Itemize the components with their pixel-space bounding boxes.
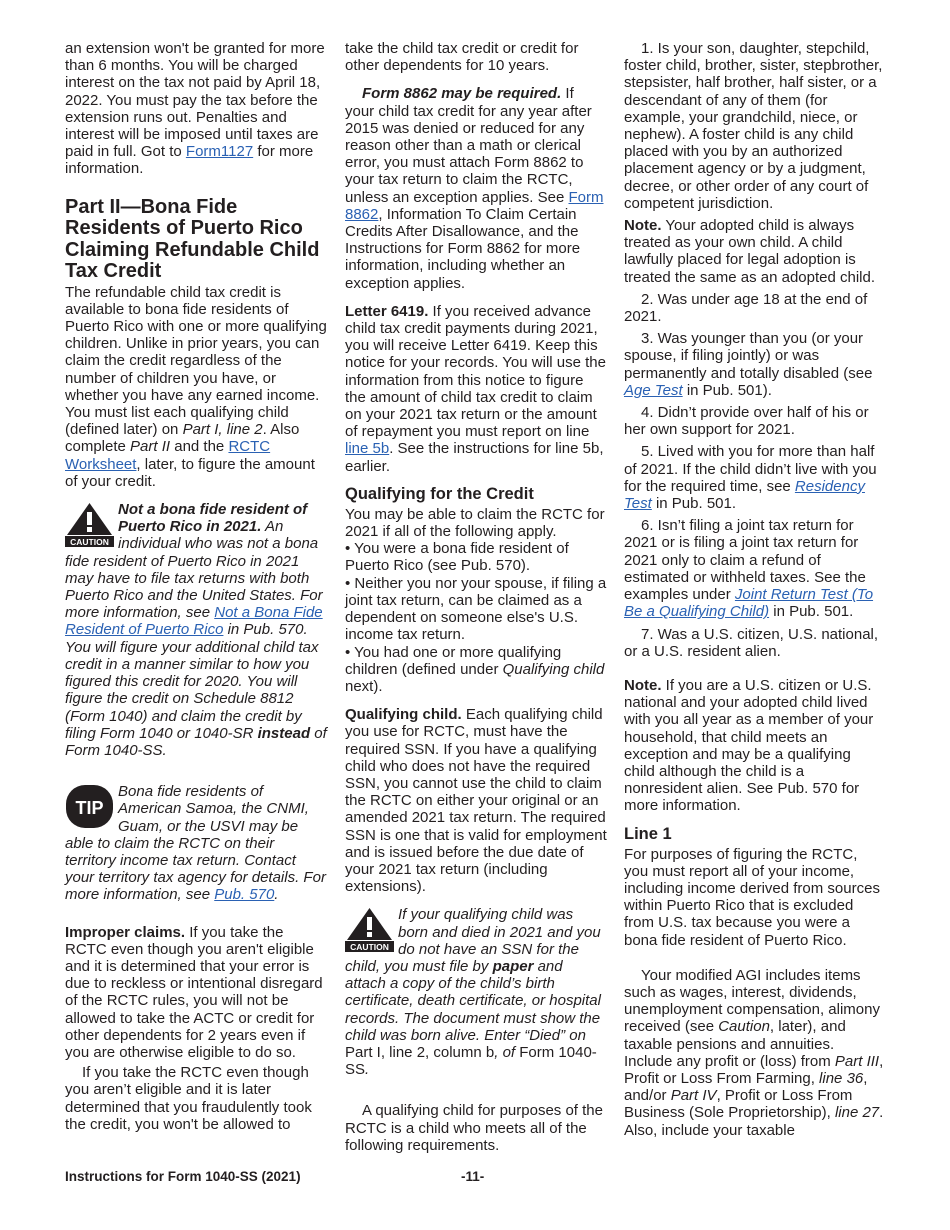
- qualifying-intro: You may be able to claim the RCTC for 2021 if all of the following apply.: [345, 505, 605, 541]
- requirement-1: 1. Is your son, daughter, stepchild, foster child, brother, sister, stepbrother, stepsister, half brother, half sister, or a descendant of any of them (for example, your grandchild, niece, or nephew). A foster child is any child placed with you by an authorized placement agency or by a judgment, decree, or other order of any court of competent jurisdiction.: [624, 40, 883, 212]
- caution-note-nonresident: CAUTION Not a bona fide resident of Puerto Rico in 2021. An individual who was not a bona fide resident of Puerto Rico in 2021 may have to file tax returns with both Puerto Rico and the United States. For more information, see Not a Bona Fide Resident of Puerto Rico in Pub. 570. You will figure your additional child tax credit in a manner similar to how you figured this credit for 2020. You will figure the credit on Schedule 8812 (Form 1040) and claim the credit by filing Form 1040 or 1040-SR instead of Form 1040-SS.: [65, 501, 327, 759]
- tip-note-territories: TIP Bona fide residents of American Samoa, the CNMI, Guam, or the USVI may be able to claim the RCTC on their territory income tax return. Contact your territory tax agency for details. For more information, see Pub. 570.: [65, 783, 326, 904]
- adopted-note: Note. Your adopted child is always treated as your own child. A child lawfully placed for legal adoption is treated the same as an adopted child.: [624, 217, 876, 286]
- residency-test-link[interactable]: Residency Test: [624, 477, 865, 513]
- form8862-paragraph: Form 8862 may be required. If your child tax credit for any year after 2015 was denied or reduced for any reason other than a math or clerical error, you must attach Form 8862 to your tax return to claim the RCTC, unless an exception applies. See Form 8862, Information To Claim Certain Credits After Disallowance, and the Instructions for Form 8862 for more information, including whether an exception applies.: [345, 85, 604, 292]
- modified-agi-paragraph: Your modified AGI includes items such as wages, interest, dividends, unemployment compensation, alimony received (see Caution, later), and taxable pensions and annuities. Include any profit or (loss) from Part III, Profit or Loss From Farming, line 36, and/or Part IV, Profit or Loss From Business (Sole Proprietorship), line 27. Also, include your taxable: [624, 966, 884, 1139]
- column-2: [345, 40, 607, 1154]
- footer-title: Instructions for Form 1040-SS (2021): [65, 1169, 301, 1184]
- list-item: • You had one or more qualifying children (defined under Qualifying child next).: [345, 644, 607, 696]
- ten-years-paragraph: take the child tax credit or credit for other dependents for 10 years.: [345, 40, 579, 75]
- list-item: • You were a bona fide resident of Puerto Rico (see Pub. 570).: [345, 540, 607, 574]
- requirement-7: 7. Was a U.S. citizen, U.S. national, or a U.S. resident alien.: [624, 625, 879, 660]
- svg-text:TIP: TIP: [75, 798, 104, 819]
- page-number: -11-: [461, 1169, 485, 1184]
- rctc-intro-paragraph: The refundable child tax credit is available to bona fide residents of Puerto Rico with one or more qualifying children. Unlike in prior years, you can claim the credit regardless of the number of children you have, or whether you have any earned income. You must list each qualifying child (defined later) on Part I, line 2. Also complete Part II and the RCTC Worksheet, later, to figure the amount of your credit.: [65, 283, 327, 490]
- extension-paragraph: an extension won't be granted for more than 6 months. You will be charged interest on the tax not paid by April 18, 2022. You must pay the tax before the extension runs out. Penalties and interest will be imposed until taxes are paid in full. Got to Form1127 for more information.: [65, 40, 325, 178]
- line5b-link[interactable]: line 5b: [345, 440, 390, 458]
- joint-return-test-link[interactable]: Joint Return Test (To Be a Qualifying Child): [624, 586, 874, 621]
- column-3: [624, 40, 884, 1139]
- nonresident-note: Note. If you are a U.S. citizen or U.S. national and your adopted child lived with you all year as a member of your household, that child meets an exception and may be a qualifying child although the child is a nonresident alien. See Pub. 570 for more information.: [624, 676, 874, 815]
- requirement-4: 4. Didn’t provide over half of his or her own support for 2021.: [624, 404, 869, 439]
- form8862-link[interactable]: Form 8862: [345, 188, 604, 223]
- part2-heading: Part II—Bona Fide Residents of Puerto Rico Claiming Refundable Child Tax Credit: [65, 195, 320, 283]
- requirement-2: 2. Was under age 18 at the end of 2021.: [624, 290, 868, 326]
- requirements-intro: A qualifying child for purposes of the RCTC is a child who meets all of the following requirements.: [345, 1102, 603, 1154]
- caution-icon: [345, 907, 394, 952]
- page-footer: [65, 1169, 885, 1184]
- svg-text:CAUTION: CAUTION: [350, 942, 389, 953]
- requirement-6: 6. Isn’t filing a joint tax return for 2021 or is filing a joint tax return for 2021 only to claim a refund of estimated or withheld taxes. See the examples under Joint Return Test (To Be a Qualifying Child) in Pub. 501.: [624, 517, 874, 621]
- requirement-5: 5. Lived with you for more than half of 2021. If the child didn’t live with you for the required time, see Residency Test in Pub. 501.: [624, 443, 877, 513]
- form1127-link[interactable]: Form1127: [185, 143, 254, 161]
- column-1: [65, 40, 329, 1133]
- rctc-worksheet-link[interactable]: RCTC Worksheet: [65, 438, 271, 473]
- caution-note-ssn: CAUTION If your qualifying child was born and died in 2021 and you do not have an SSN for the child, you must file by paper and attach a copy of the child’s birth certificate, death certificate, or hospital records. The document must show the child was born alive. Enter “Died” on Part I, line 2, column b, of Form 1040-SS.: [345, 906, 601, 1079]
- svg-text:CAUTION: CAUTION: [70, 537, 109, 548]
- list-item: • Neither you nor your spouse, if filing a joint tax return, can be claimed as a dependent on someone else's U.S. income tax return.: [345, 575, 607, 644]
- requirement-3: 3. Was younger than you (or your spouse, if filing jointly) or was permanently and totally disabled (see Age Test in Pub. 501).: [624, 330, 873, 399]
- pub570-link[interactable]: Pub. 570: [214, 886, 275, 904]
- line1-heading: Line 1: [624, 824, 672, 843]
- letter6419-paragraph: Letter 6419. If you received advance child tax credit payments during 2021, you will receive Letter 6419. Keep this notice for your records. You will use the information from this notice to figure the amount of child tax credit to claim on your 2021 tax return or the amount of repayment you must report on line line 5b. See the instructions for line 5b, earlier.: [345, 302, 606, 475]
- caution-icon: [65, 502, 114, 547]
- fraud-paragraph: If you take the RCTC even though you aren’t eligible and it is later determined that you fraudulently took the credit, you won't be allowed to: [65, 1064, 312, 1133]
- age-test-link[interactable]: Age Test: [624, 381, 683, 399]
- improper-claims-paragraph: Improper claims. If you take the RCTC even though you aren't eligible and it is determined that your error is due to reckless or intentional disregard of the RCTC rules, you will not be allowed to take the ACTC or credit for other dependents for 2 years even if you are otherwise eligible to do so.: [65, 923, 323, 1061]
- line1-paragraph: For purposes of figuring the RCTC, you must report all of your income, including income derived from sources within Puerto Rico that is excluded from U.S. tax because you were a bona fide resident of Puerto Rico.: [624, 845, 880, 949]
- not-bona-fide-link[interactable]: Not a Bona Fide Resident of Puerto Rico: [65, 604, 323, 639]
- qualifying-heading: Qualifying for the Credit: [345, 484, 534, 503]
- tip-icon: [65, 784, 114, 829]
- qualifying-child-paragraph: Qualifying child. Each qualifying child you use for RCTC, must have the required SSN. If you have a qualifying child who does not have the required SSN, you cannot use the child to claim the RCTC on either your original or an amended 2021 tax return. The required SSN is one that is valid for employment and is issued before the due date of your 2021 tax return (including extensions).: [345, 706, 607, 896]
